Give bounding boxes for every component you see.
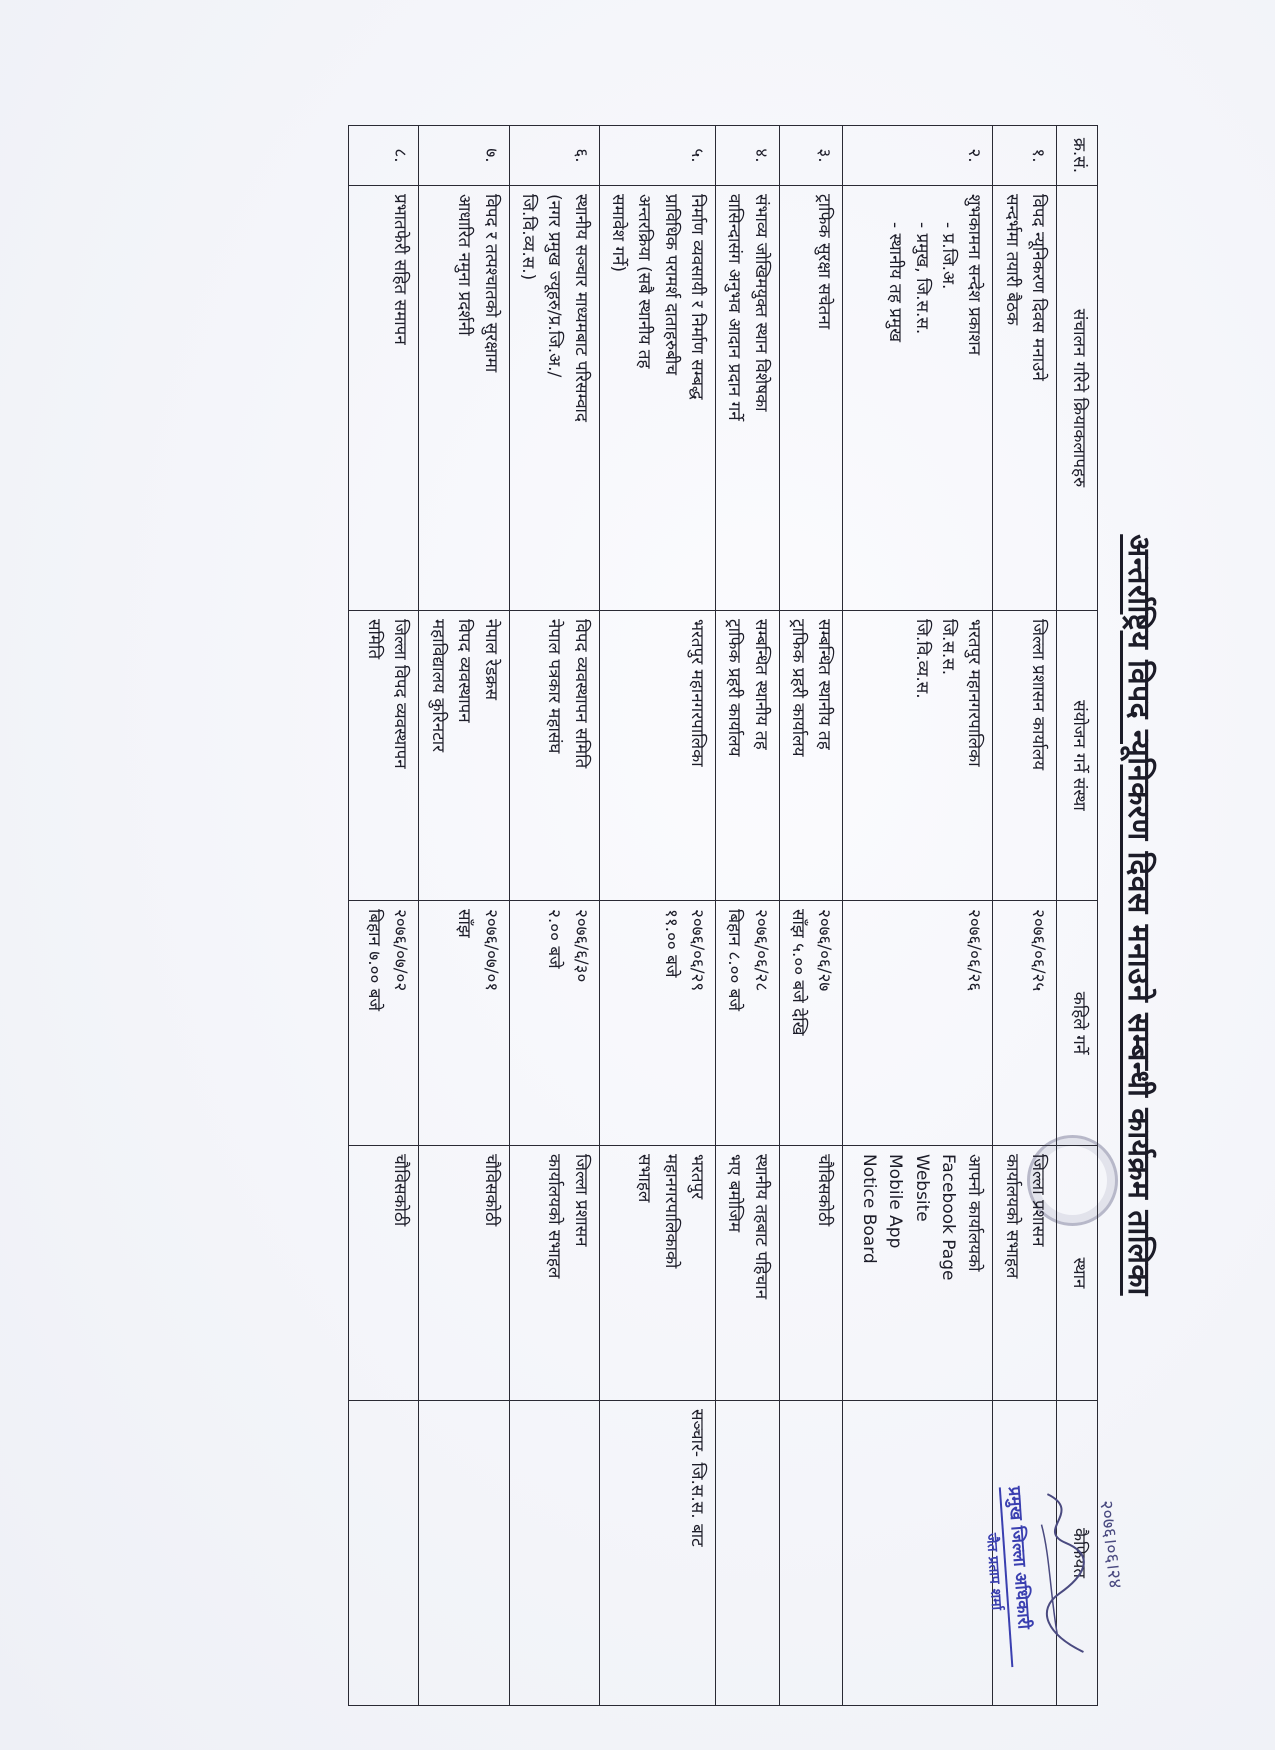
cell-line: बिहान ७.०० बजे <box>364 909 385 1012</box>
table-row <box>715 126 779 1706</box>
cell-line: चौविसकोठी <box>390 1154 411 1227</box>
cell-line: नेपाल पत्रकार महासंघ <box>544 619 565 754</box>
cell-serial: ८. <box>349 126 419 186</box>
cell-line: २०७६/०७/०२ <box>390 909 411 992</box>
cell-line: स्थानीय तहबाट पहिचान <box>750 1154 771 1300</box>
cell-line: आधारित नमुना प्रदर्शनी <box>454 194 475 336</box>
cell-place <box>509 1146 599 1401</box>
cell-organizer <box>993 611 1057 901</box>
header-place: स्थान <box>1057 1146 1098 1401</box>
cell-line: २०७६/०६/२७ <box>814 909 835 992</box>
cell-line: साँझ <box>454 909 475 938</box>
cell-when <box>993 901 1057 1146</box>
cell-place <box>779 1146 843 1401</box>
cell-place <box>715 1146 779 1401</box>
cell-serial: ६. <box>509 126 599 186</box>
signature-date: २०७६।०६।२४ <box>1095 1499 1126 1590</box>
cell-organizer <box>599 611 715 901</box>
cell-organizer <box>843 611 993 901</box>
table-row <box>419 126 509 1706</box>
cell-line: निर्माण व्यवसायी र निर्माण सम्बद्ध <box>686 194 707 400</box>
cell-line: Facebook Page <box>937 1154 958 1281</box>
cell-line: जि.वि.व्य.स. <box>911 619 932 699</box>
cell-line: भरतपुर महानगरपालिका <box>686 619 707 767</box>
header-when: कहिले गर्ने <box>1057 901 1098 1146</box>
cell-line: २०७६/०६/२६ <box>964 909 985 992</box>
cell-place <box>349 1146 419 1401</box>
cell-line: ११.०० बजे <box>660 909 681 978</box>
table-row <box>993 126 1057 1706</box>
cell-line: विपद व्यवस्थापन <box>454 619 475 723</box>
cell-activity <box>843 186 993 611</box>
cell-line: वासिन्दासंग अनुभव आदान प्रदान गर्ने <box>724 194 745 421</box>
cell-line: २०७६/०६/२५ <box>1028 909 1048 992</box>
cell-when <box>779 901 843 1146</box>
cell-line: जिल्ला प्रशासन <box>570 1154 591 1247</box>
table-row <box>509 126 599 1706</box>
header-activity: संचालन गरिने क्रियाकलापहरु <box>1057 186 1098 611</box>
cell-line: चौविसकोठी <box>814 1154 835 1227</box>
cell-line: बिहान ८.०० बजे <box>724 909 745 1012</box>
cell-line: जिल्ला विपद व्यवस्थापन <box>390 619 411 769</box>
cell-line: प्रभातफेरी सहित समापन <box>390 194 411 345</box>
cell-line: आफ्नो कार्यालयको <box>964 1154 985 1272</box>
cell-line: भए बमोजिम <box>724 1154 745 1233</box>
cell-organizer <box>349 611 419 901</box>
cell-organizer <box>715 611 779 901</box>
cell-place <box>843 1146 993 1401</box>
cell-activity <box>599 186 715 611</box>
cell-activity <box>509 186 599 611</box>
cell-line: चौविसकोठी <box>480 1154 501 1227</box>
cell-line: शुभकामना सन्देश प्रकाशन <box>964 194 985 356</box>
cell-serial: ५. <box>599 126 715 186</box>
cell-line: कार्यालयको सभाहल <box>544 1154 565 1279</box>
cell-organizer <box>419 611 509 901</box>
cell-remarks <box>715 1401 779 1706</box>
cell-activity <box>349 186 419 611</box>
cell-activity <box>779 186 843 611</box>
cell-serial: ४. <box>715 126 779 186</box>
seal-office: प्रमुख जिल्ला अधिकारी <box>999 1486 1039 1668</box>
cell-line: सञ्चार- जि.स.स. बाट <box>686 1409 707 1547</box>
official-seal <box>977 1481 1099 1668</box>
table-row <box>843 126 993 1706</box>
cell-line: Notice Board <box>858 1154 879 1264</box>
cell-line: विपद न्यूनिकरण दिवस मनाउने <box>1028 194 1048 381</box>
cell-line: जि.स.स. <box>937 619 958 676</box>
table-body <box>349 126 1057 1706</box>
cell-remarks <box>349 1401 419 1706</box>
cell-serial: ३. <box>779 126 843 186</box>
document-title: अन्तर्राष्ट्रिय विपद न्यूनिकरण दिवस मनाउने सम्बन्धी कार्यक्रम तालिका <box>1121 534 1156 1296</box>
cell-line: २.०० बजे <box>544 909 565 969</box>
cell-when <box>843 901 993 1146</box>
cell-line: नेपाल रेडक्रस <box>480 619 501 701</box>
cell-place <box>419 1146 509 1401</box>
cell-when <box>599 901 715 1146</box>
cell-line: सम्बन्धित स्थानीय तह <box>814 619 835 750</box>
activity-sub-item: - प्र.जि.अ. <box>937 222 958 290</box>
cell-when <box>715 901 779 1146</box>
cell-activity <box>993 186 1057 611</box>
cell-line: प्राविधिक परामर्श दाताहरुबीच <box>660 194 681 376</box>
table-header-row <box>1057 126 1098 1706</box>
cell-remarks <box>509 1401 599 1706</box>
cell-line: २०७६/०६/२८ <box>750 909 771 992</box>
cell-when <box>349 901 419 1146</box>
cell-line: महानगरपालिकाको <box>660 1154 681 1269</box>
cell-when <box>509 901 599 1146</box>
cell-line: (नगर प्रमुख ज्यूहरु/प्र.जि.अ./ <box>544 194 565 378</box>
cell-line: महाविद्यालय कुरिनटार <box>427 619 448 753</box>
cell-place <box>599 1146 715 1401</box>
cell-line: विपद र तत्पश्चातको सुरक्षामा <box>480 194 501 373</box>
cell-remarks <box>419 1401 509 1706</box>
header-remarks: कैफियत <box>1057 1401 1098 1706</box>
schedule-document <box>163 125 1168 1705</box>
table-row <box>599 126 715 1706</box>
cell-line: सभाहल <box>634 1154 655 1203</box>
table-row <box>349 126 419 1706</box>
cell-line: ट्राफिक प्रहरी कार्यालय <box>724 619 745 757</box>
cell-line: २०७६/६/३० <box>570 909 591 983</box>
cell-place <box>993 1146 1057 1401</box>
header-serial: क्र.सं. <box>1057 126 1098 186</box>
cell-line: ट्राफिक सुरक्षा सचेतना <box>814 194 835 330</box>
cell-line: सन्दर्भमा तयारी बैठक <box>1001 194 1022 326</box>
cell-line: भरतपुर महानगरपालिका <box>964 619 985 767</box>
cell-line: जि.वि.व्य.स.) <box>517 194 538 281</box>
cell-line: भरतपुर <box>686 1154 707 1200</box>
activity-sub-item: - स्थानीय तह प्रमुख <box>885 222 906 343</box>
cell-line: ट्राफिक प्रहरी कार्यालय <box>787 619 808 757</box>
cell-line: Website <box>911 1154 932 1222</box>
cell-line: समिति <box>364 619 385 660</box>
cell-serial: २. <box>843 126 993 186</box>
cell-line: साँझ ५.०० बजे देखि <box>787 909 808 1036</box>
cell-line: समावेश गर्ने) <box>607 194 628 273</box>
cell-line: Mobile App <box>885 1154 906 1249</box>
cell-line: संभाव्य जोखिमयुक्त स्थान विशेषका <box>750 194 771 412</box>
cell-line: विपद व्यवस्थापन समिति <box>570 619 591 769</box>
cell-line: जिल्ला प्रशासन कार्यालय <box>1028 619 1048 771</box>
cell-line: अन्तरक्रिया (सबै स्थानीय तह <box>634 194 655 369</box>
cell-remarks <box>779 1401 843 1706</box>
cell-activity <box>715 186 779 611</box>
header-organizer: संयोजन गर्ने संस्था <box>1057 611 1098 901</box>
cell-organizer <box>509 611 599 901</box>
cell-line: कार्यालयको सभाहल <box>1001 1154 1022 1279</box>
cell-line: स्थानीय सञ्चार माध्यमबाट परिसम्वाद <box>570 194 591 422</box>
cell-activity <box>419 186 509 611</box>
cell-organizer <box>779 611 843 901</box>
cell-serial: १. <box>993 126 1057 186</box>
cell-remarks <box>599 1401 715 1706</box>
cell-line: जिल्ला प्रशासन <box>1028 1154 1048 1247</box>
cell-when <box>419 901 509 1146</box>
seal-name: जैत प्रताप शर्मा <box>982 1532 1005 1611</box>
activity-sub-item: - प्रमुख, जि.स.स. <box>911 222 932 335</box>
cell-serial: ७. <box>419 126 509 186</box>
cell-remarks <box>843 1401 993 1706</box>
signature-scribble <box>1027 1481 1099 1665</box>
cell-line: २०७६/०७/०१ <box>480 909 501 992</box>
cell-line: २०७६/०६/२९ <box>686 909 707 992</box>
schedule-table <box>349 125 1099 1706</box>
table-row <box>779 126 843 1706</box>
cell-line: सम्बन्धित स्थानीय तह <box>750 619 771 750</box>
